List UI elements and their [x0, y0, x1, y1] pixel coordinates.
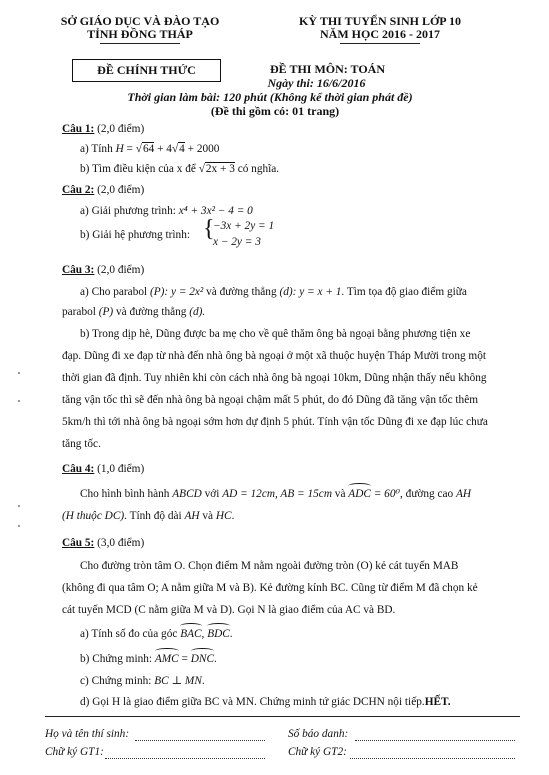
- q2-b-prefix: b) Giải hệ phương trình:: [80, 229, 190, 241]
- q3-a-parabol: (P): [98, 306, 114, 318]
- q3-a-text: và đường thẳng: [113, 306, 190, 318]
- q4-line-2: [62, 509, 234, 523]
- q5-line-3: cát tuyến MCD (C nằm giữa M và D). Gọi N là giao điểm của AC và BD.: [62, 604, 396, 616]
- q4-text: .: [231, 510, 235, 522]
- q5-b-text: .: [213, 653, 217, 665]
- q4-text: và: [199, 510, 216, 522]
- q2-heading: [62, 183, 144, 197]
- q2-a-equation: x⁴ + 3x² − 4 = 0: [178, 205, 253, 217]
- q3-b-line-4: tăng vận tốc thì sẽ đến nhà ông bà ngoại chậm mất 5 phút, do đó Dũng đã tăng vận tốc thêm: [62, 394, 479, 406]
- exam-line-2: NĂM HỌC 2016 - 2017: [320, 27, 440, 41]
- q3-a-line-1: [80, 285, 510, 299]
- q5-a-text: .: [229, 628, 233, 640]
- dept-line-2: TỈNH ĐỒNG THÁP: [87, 27, 193, 41]
- exam-line-1: KỲ THI TUYỂN SINH LỚP 10: [299, 14, 461, 28]
- q5-c-text: c) Chứng minh:: [80, 675, 155, 687]
- candidate-name-label: Họ và tên thí sinh:: [45, 728, 130, 740]
- q1-a-radicand-1: 64: [142, 143, 155, 155]
- q4-angle: ADC: [348, 488, 371, 500]
- q5-c-relation: BC ⊥ MN: [154, 675, 202, 687]
- margin-mark: [18, 505, 20, 507]
- q1-title: Câu 1:: [62, 123, 95, 135]
- q4-lengths: AD = 12cm, AB = 15cm: [222, 488, 332, 500]
- q3-b-line-5: 5km/h thì tới nhà ông bà ngoại sớm hơn dự định 5 phút. Tính vận tốc Dũng đi xe đạp lúc chưa: [62, 416, 488, 428]
- sig2-label: Chữ ký GT2:: [288, 746, 347, 758]
- q2-part-a: [80, 204, 253, 218]
- dept-line-1: SỞ GIÁO DỤC VÀ ĐÀO TẠO: [60, 14, 220, 28]
- q3-points: (2,0 điểm): [97, 264, 145, 276]
- q4-height: AH: [184, 510, 200, 522]
- exam-date: Ngày thi: 16/6/2016: [267, 76, 366, 90]
- q5-angle-bdc: BDC: [207, 628, 230, 640]
- margin-mark: [18, 372, 20, 374]
- sig2-field: [350, 758, 515, 759]
- q3-b-line-6: tăng tốc.: [62, 438, 101, 450]
- q3-a-text: a) Cho parabol: [80, 286, 150, 298]
- candidate-no-label: Số báo danh:: [288, 728, 349, 740]
- q3-a-text: parabol: [62, 306, 99, 318]
- q5-part-c: [80, 674, 205, 688]
- q2-a-prefix: a) Giải phương trình:: [80, 205, 179, 217]
- q3-a-line-2: [62, 305, 205, 319]
- q3-a-line: (d): y = x + 1: [279, 286, 342, 298]
- q5-angle-amc: AMC: [154, 653, 179, 665]
- q1-b-end: có nghĩa.: [234, 163, 280, 175]
- q4-segment: HC: [215, 510, 232, 522]
- q5-part-a: [80, 627, 233, 641]
- q4-text: với: [201, 488, 223, 500]
- q5-angle-bac: BAC: [180, 628, 202, 640]
- q5-line-2: (không đi qua tâm O; A nằm giữa M và B). Kẻ đường kính BC. Cũng từ điểm M đã chọn kẻ: [62, 582, 478, 594]
- end-marker: HẾT.: [424, 696, 451, 708]
- dept-underline: [100, 43, 180, 44]
- q3-a-text: và đường thẳng: [203, 286, 280, 298]
- q5-part-b: [80, 652, 217, 666]
- q5-d-text: d) Gọi H là giao điểm giữa BC và MN. Chứng minh tứ giác DCHN nội tiếp.: [80, 696, 425, 708]
- q1-a-end: + 2000: [184, 143, 220, 155]
- q4-foot: (H thuộc DC): [62, 510, 125, 522]
- q3-heading: [62, 263, 144, 277]
- q3-a-text: . Tìm tọa độ giao điểm giữa: [341, 286, 467, 298]
- sig1-label: Chữ ký GT1:: [45, 746, 104, 758]
- system-brace: {: [203, 216, 215, 242]
- q5-a-text: a) Tính số đo của góc: [80, 628, 181, 640]
- q4-text: . Tính độ dài: [124, 510, 185, 522]
- q4-height: AH: [456, 488, 472, 500]
- q4-figure: ABCD: [172, 488, 202, 500]
- q5-a-text: ,: [201, 628, 208, 640]
- q3-b-line-1: b) Trong dịp hè, Dũng được ba mẹ cho về quê thăm ông bà ngoại bằng phương tiện xe: [80, 328, 471, 340]
- exam-subject: ĐỀ THI MÔN: TOÁN: [269, 62, 386, 76]
- q1-a-radicand-2: 4: [179, 143, 185, 155]
- exam-underline: [340, 43, 420, 44]
- q2-b-eq2: x − 2y = 3: [213, 236, 261, 248]
- q4-line-1: [80, 487, 471, 501]
- q5-points: (3,0 điểm): [97, 537, 145, 549]
- official-label: ĐỀ CHÍNH THỨC: [97, 63, 196, 77]
- q1-a-prefix: a) Tính: [80, 143, 116, 155]
- q2-title: Câu 2:: [62, 184, 95, 196]
- q4-heading: [62, 462, 144, 476]
- margin-mark: [18, 525, 20, 527]
- q1-a-eq: =: [123, 143, 136, 155]
- q3-b-line-2: đạp. Dũng đi xe đạp từ nhà đến nhà ông bà ngoại ở một xã thuộc huyện Tháp Mười trong một: [62, 350, 487, 362]
- q5-b-text: =: [178, 653, 191, 665]
- exam-duration: Thời gian làm bài: 120 phút (Không kể thời gian phát đề): [127, 90, 413, 104]
- q2-points: (2,0 điểm): [97, 184, 145, 196]
- q2-b-eq1: −3x + 2y = 1: [213, 220, 275, 232]
- q4-angle-value: = 60⁰: [370, 488, 401, 500]
- q1-part-a: a) Tính H = √64 + 4√4 + 2000: [80, 143, 220, 155]
- q1-points: (2,0 điểm): [97, 123, 145, 135]
- q4-text: , đường cao: [400, 488, 457, 500]
- q4-title: Câu 4:: [62, 463, 95, 475]
- margin-mark: [18, 400, 20, 402]
- q1-a-mid: + 4: [154, 143, 172, 155]
- q5-part-d: [80, 695, 451, 709]
- q4-points: (1,0 điểm): [97, 463, 145, 475]
- q1-part-b: b) Tìm điều kiện của x để √2x + 3 có nghĩa.: [80, 163, 280, 175]
- candidate-name-field: [135, 740, 265, 741]
- footer-rule: [45, 716, 520, 717]
- q5-angle-dnc: DNC: [190, 653, 214, 665]
- q3-title: Câu 3:: [62, 264, 95, 276]
- sig1-field: [105, 758, 265, 759]
- q1-b-prefix: b) Tìm điều kiện của x để: [80, 163, 199, 175]
- q1-a-var: H: [115, 143, 124, 155]
- pages-note: (Đề thi gồm có: 01 trang): [210, 104, 340, 118]
- q1-heading: [62, 122, 144, 136]
- q5-line-1: Cho đường tròn tâm O. Chọn điểm M nằm ngoài đường tròn (O) kẻ cát tuyến MAB: [80, 560, 459, 572]
- q1-b-radicand: 2x + 3: [205, 163, 235, 175]
- q5-title: Câu 5:: [62, 537, 95, 549]
- q5-b-text: b) Chứng minh:: [80, 653, 155, 665]
- q5-c-text: .: [201, 675, 205, 687]
- q5-heading: [62, 536, 144, 550]
- q2-part-b: [80, 228, 190, 242]
- q4-text: và: [331, 488, 349, 500]
- q3-b-line-3: thời gian đã định. Tuy nhiên khi còn cách nhà ông bà ngoại 10km, Dũng nhận thấy nếu không: [62, 372, 487, 384]
- q3-a-parabol: (P): y = 2x²: [149, 286, 204, 298]
- candidate-no-field: [355, 740, 515, 741]
- q4-text: Cho hình bình hành: [80, 488, 173, 500]
- q3-a-line: (d).: [189, 306, 206, 318]
